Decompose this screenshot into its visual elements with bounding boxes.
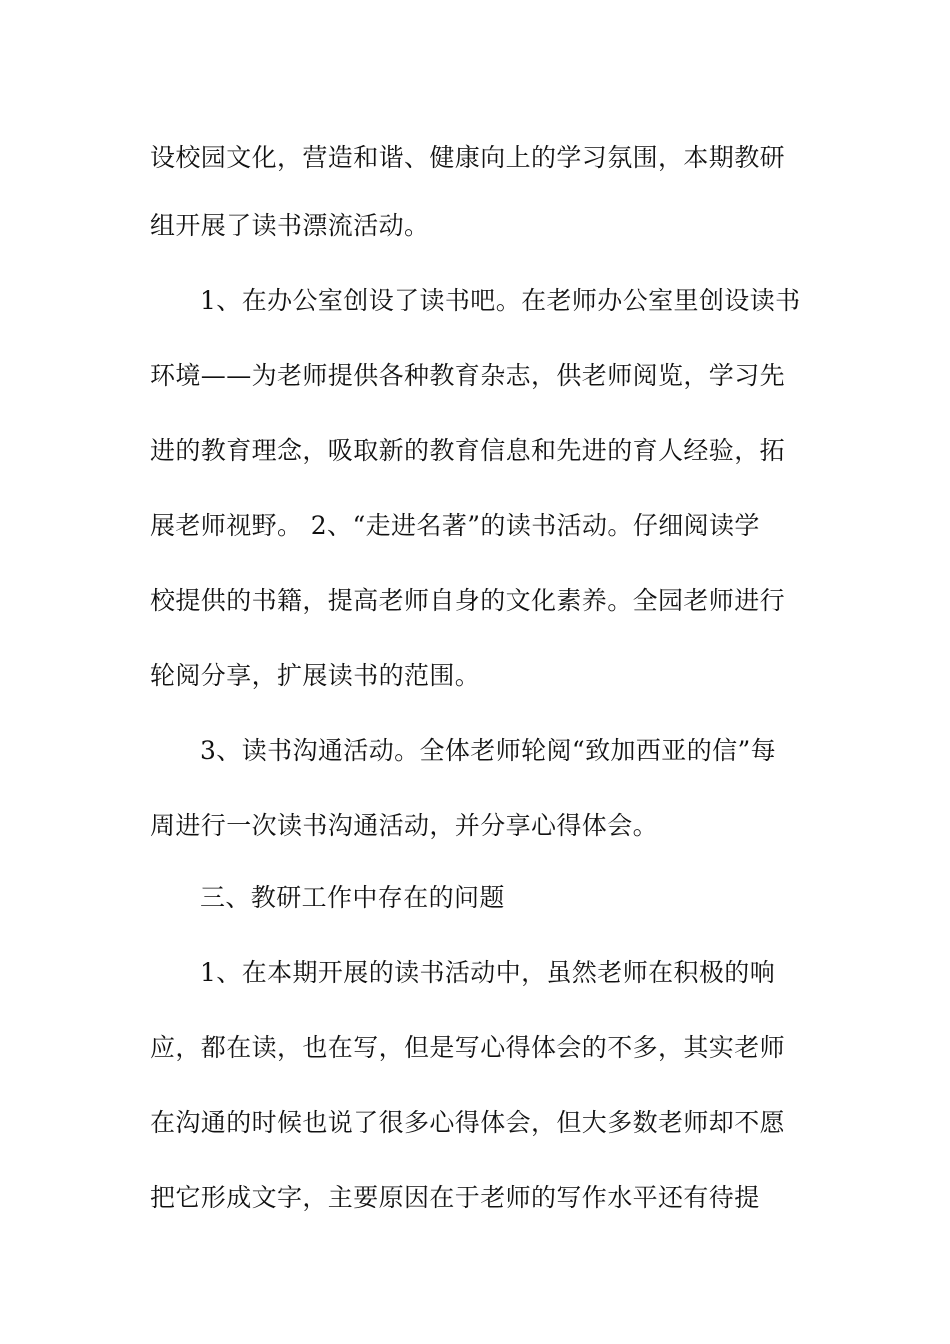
paragraph-line: 环境——为老师提供各种教育杂志，供老师阅览，学习先 <box>150 361 786 390</box>
paragraph-line: 进的教育理念，吸取新的教育信息和先进的育人经验，拓 <box>150 436 786 465</box>
paragraph-line: 1、在本期开展的读书活动中，虽然老师在积极的响 <box>200 958 776 987</box>
paragraph-line: 把它形成文字，主要原因在于老师的写作水平还有待提 <box>150 1183 760 1212</box>
paragraph-line: 轮阅分享，扩展读书的范围。 <box>150 661 481 690</box>
paragraph-line: 应，都在读，也在写，但是写心得体会的不多，其实老师 <box>150 1033 786 1062</box>
paragraph-line: 展老师视野。 2、“走进名著”的读书活动。仔细阅读学 <box>150 511 760 540</box>
paragraph-line: 周进行一次读书沟通活动，并分享心得体会。 <box>150 811 659 840</box>
section-heading: 三、教研工作中存在的问题 <box>200 883 505 912</box>
paragraph-line: 组开展了读书漂流活动。 <box>150 211 430 240</box>
paragraph-line: 3、读书沟通活动。全体老师轮阅“致加西亚的信”每 <box>200 736 777 765</box>
paragraph-line: 校提供的书籍，提高老师自身的文化素养。全园老师进行 <box>150 586 786 615</box>
paragraph-line: 1、在办公室创设了读书吧。在老师办公室里创设读书 <box>200 286 801 315</box>
paragraph-line: 设校园文化，营造和谐、健康向上的学习氛围，本期教研 <box>150 143 786 172</box>
paragraph-line: 在沟通的时候也说了很多心得体会，但大多数老师却不愿 <box>150 1108 786 1137</box>
